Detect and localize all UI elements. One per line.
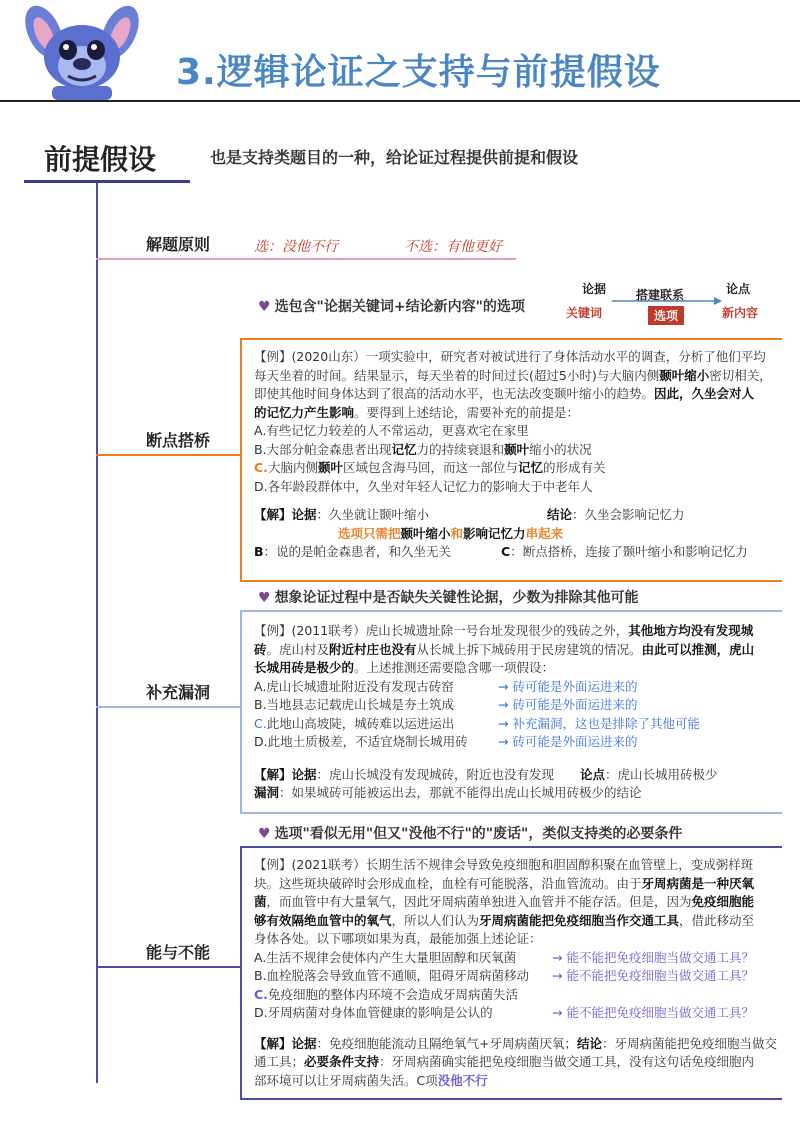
option-a: A.有些记忆力较差的人不常运动，更喜欢宅在家里 <box>254 423 529 438</box>
diagram-keyword: 关键词 <box>566 306 603 320</box>
option-a: A.生活不规律会使体内产生大量胆固醇和厌氧菌 → 能不能把免疫细胞当做交通工具？ <box>254 949 754 965</box>
solution-line-1: 【解】论据：久坐就让颞叶缩小 结论：久坐会影响记忆力 <box>254 507 685 522</box>
mindmap-spine <box>96 183 98 1083</box>
title-divider <box>0 100 800 102</box>
heart-icon: ♥ <box>258 826 271 842</box>
option-a: A.虎山长城遗址附近没有发现古砖窑 → 砖可能是外面运进来的 <box>254 678 638 694</box>
branch-line-principle <box>96 258 516 260</box>
bridge-tip: ♥ 选包含"论据关键词+结论新内容"的选项 <box>258 299 525 315</box>
solution-line-1: 【解】论据：虎山长城没有发现城砖，附近也没有发现 论点：虎山长城用砖极少 <box>254 766 718 782</box>
solution-line-1: 【解】论据：免疫细胞能流动且隔绝氧气+牙周病菌厌氧；结论：牙周病菌能把免疫细胞当做交 <box>254 1035 778 1051</box>
option-c: C.大脑内侧颞叶区域包含海马回，而这一部位与记忆的形成有关 <box>254 460 606 475</box>
page-title: 3.逻辑论证之支持与前提假设 <box>176 52 661 93</box>
heart-icon: ♥ <box>258 299 271 315</box>
option-b: B.大部分帕金森患者出现记忆力的持续衰退和颞叶缩小的状况 <box>254 441 592 457</box>
diagram-conclusion: 论点 <box>726 282 751 296</box>
necessity-example-text: 【例】(2021联考）长期生活不规律会导致免疫细胞和胆固醇积聚在血管壁上，变成粥样斑 块。这些斑块破碎时会形成血栓，血栓有可能脱落，沿血管流动。由于牙周病菌是一种厌氧 菌，而血管中有大量氧气，因此牙周病菌单独进入血管并不能存活。但是，因为免疫细胞能 够有效隔绝血管中的氧气，所以人们认为牙周病菌能把免疫细胞当作交通工具，借此移动至 身体各处。以下哪项如果为真，最能加强上述论证： A.生活不规律会使体内产生大量胆固醇和厌氧菌 → 能不能把免疫细胞当做交通工具？ B.血栓脱落会导致血管不通顺，阻碍牙周病菌移动 → 能不能把免疫细胞当做交通工具？ C.免疫细胞的整体内环境不会造成牙周病菌失活 D.牙周病菌对身体血管健康的影响是公认的 → 能不能把免疫细胞当做交通工具？ 【解】论据：免疫细胞能流动且隔绝氧气+牙周病菌厌氧；结论：牙周病菌能把免疫细胞当做交 通工具；必要条件支持：牙周病菌确实能把免疫细胞当做交通工具，没有这句话免疫细胞内 部环境可以让牙周病菌失活。C项没他不行 <box>254 856 780 1090</box>
bridge-example-text: 【例】(2020山东）一项实验中，研究者对被试进行了身体活动水平的调查，分析了他们平均 每天坐着的时间。结果显示，每天坐着的时间过长(超过5小时)与大脑内侧颞叶缩小密切相关， 即使其他时间身体达到了很高的活动水平，也无法改变颞叶缩小的趋势。因此，久坐会对人 的记忆力产生影响。要得到上述结论，需要补充的前提是： A.有些记忆力较差的人不常运动，更喜欢宅在家里 B.大部分帕金森患者出现记忆力的持续衰退和颞叶缩小的状况 C.大脑内侧颞叶区域包含海马回，而这一部位与记忆的形成有关 D.各年龄段群体中，久坐对年轻人记忆力的影响大于中老年人 【解】论据：久坐就让颞叶缩小 结论：久坐会影响记忆力 选项只需把颞叶缩小和影响记忆力串起来 B：说的是帕金森患者，和久坐无关 C：断点搭桥，连接了颞叶缩小和影响记忆力 <box>254 348 780 562</box>
necessity-tip: ♥ 选项"看似无用"但又"没他不行"的"废话"，类似支持类的必要条件 <box>258 826 683 842</box>
diagram-connect: 搭建联系 <box>636 288 685 302</box>
diagram-option-box: 选项 <box>648 306 684 325</box>
solution-line-2: 通工具；必要条件支持：牙周病菌确实能把免疫细胞当做交通工具，没有这句话免疫细胞内 <box>254 1054 755 1069</box>
heart-icon: ♥ <box>258 590 271 606</box>
solution-line-3: 部环境可以让牙周病菌失活。C项没他不行 <box>254 1072 488 1088</box>
solution-line-3: B：说的是帕金森患者，和久坐无关 C：断点搭桥，连接了颞叶缩小和影响记忆力 <box>254 544 748 559</box>
option-c: C.此地山高坡陡，城砖难以运进运出 → 补充漏洞，这也是排除了其他可能 <box>254 715 700 731</box>
branch-line-bridge <box>96 454 240 456</box>
solution-line-2: 选项只需把颞叶缩小和影响记忆力串起来 <box>338 525 564 541</box>
supplement-tip: ♥ 想象论证过程中是否缺失关键性论据，少数为排除其他可能 <box>258 590 639 606</box>
option-d: D.此地土质极差，不适宜烧制长城用砖 → 砖可能是外面运进来的 <box>254 734 638 749</box>
option-b: B.当地县志记载虎山长城是夯土筑成 → 砖可能是外面运进来的 <box>254 697 638 712</box>
section-title: 前提假设 <box>44 143 157 176</box>
option-d: D.各年龄段群体中，久坐对年轻人记忆力的影响大于中老年人 <box>254 478 593 494</box>
diagram-arrow-icon <box>612 296 722 306</box>
branch-label-necessity: 能与不能 <box>146 943 211 962</box>
section-underline <box>24 180 190 183</box>
rule-not-choose: 不选：有他更好 <box>404 239 502 255</box>
option-c: C.免疫细胞的整体内环境不会造成牙周病菌失活 <box>254 986 518 1002</box>
branch-line-supplement <box>96 706 240 708</box>
stitch-mascot-icon <box>22 2 142 102</box>
diagram-new-content: 新内容 <box>722 306 759 320</box>
branch-label-bridge: 断点搭桥 <box>146 431 211 450</box>
rule-choose: 选：没他不行 <box>254 239 338 255</box>
branch-line-necessity <box>96 966 240 968</box>
section-subtitle: 也是支持类题目的一种，给论证过程提供前提和假设 <box>210 148 579 167</box>
branch-label-supplement: 补充漏洞 <box>146 683 211 702</box>
supplement-example-text: 【例】(2011联考）虎山长城遗址除一号台址发现很少的残砖之外，其他地方均没有发现城 砖。虎山村及附近村庄也没有从长城上拆下城砖用于民房建筑的情况。由此可以推测，虎山 长城用砖是极少的。上述推测还需要隐含哪一项假设： A.虎山长城遗址附近没有发现古砖窑 → 砖可能是外面运进来的 B.当地县志记载虎山长城是夯土筑成 → 砖可能是外面运进来的 C.此地山高坡陡，城砖难以运进运出 → 补充漏洞，这也是排除了其他可能 D.此地土质极差，不适宜烧制长城用砖 → 砖可能是外面运进来的 【解】论据：虎山长城没有发现城砖，附近也没有发现 论点：虎山长城用砖极少 漏洞：如果城砖可能被运出去，那就不能得出虎山长城用砖极少的结论 <box>254 622 780 803</box>
option-b: B.血栓脱落会导致血管不通顺，阻碍牙周病菌移动 → 能不能把免疫细胞当做交通工具？ <box>254 968 754 983</box>
option-d: D.牙周病菌对身体血管健康的影响是公认的 → 能不能把免疫细胞当做交通工具？ <box>254 1005 754 1020</box>
solution-line-2: 漏洞：如果城砖可能被运出去，那就不能得出虎山长城用砖极少的结论 <box>254 785 642 800</box>
diagram-argument: 论据 <box>582 282 607 296</box>
branch-label-principle: 解题原则 <box>146 235 211 254</box>
